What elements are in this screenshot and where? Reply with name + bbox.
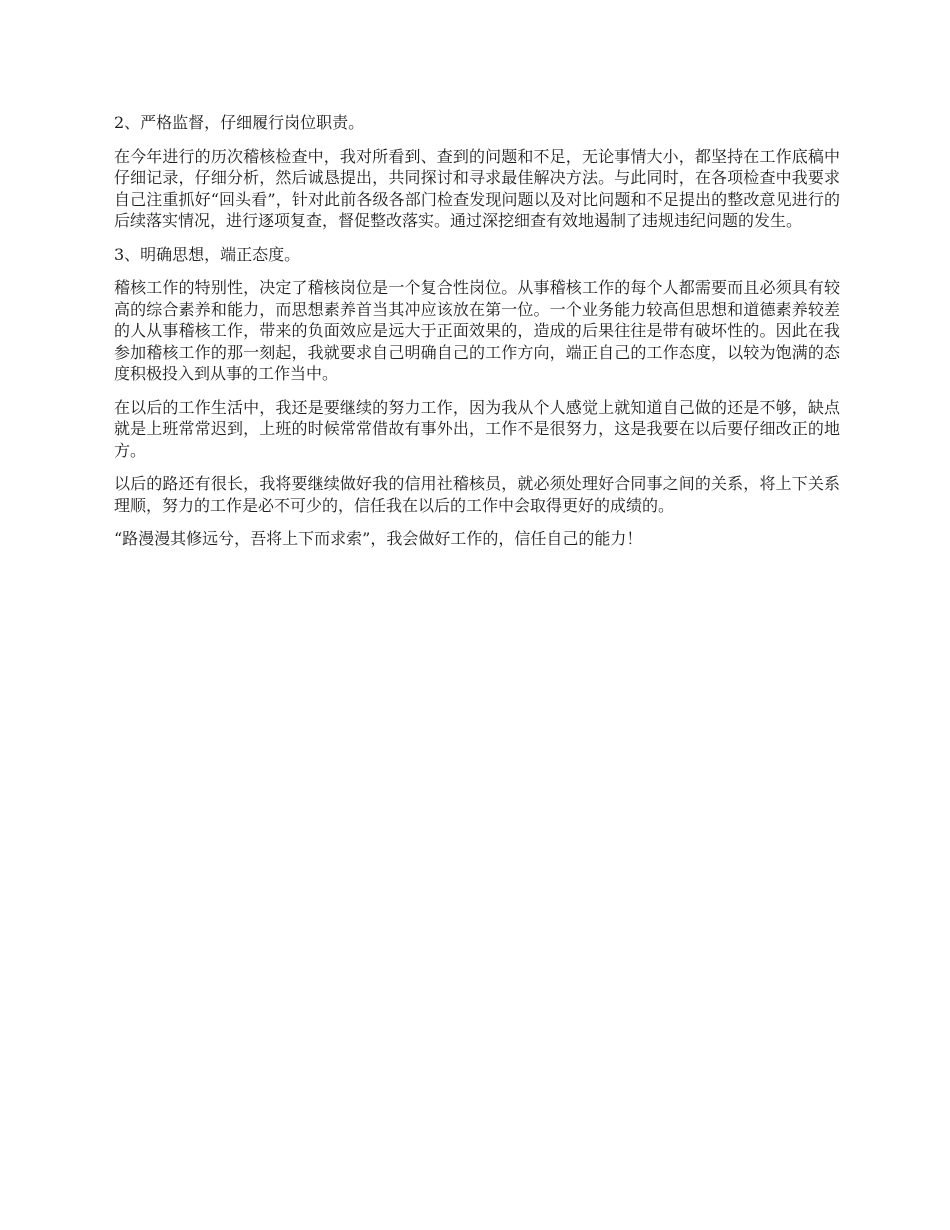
document-page [114, 112, 840, 562]
paragraph-future-work: 以后的路还有很长，我将要继续做好我的信用社稽核员，就必须处理好合同事之间的关系，将上下关系理顺，努力的工作是必不可少的，信任我在以后的工作中会取得更好的成绩的。 [114, 474, 840, 515]
paragraph-audit-inspection: 在今年进行的历次稽核检查中，我对所看到、查到的问题和不足，无论事情大小，都坚持在工作底稿中仔细记录，仔细分析，然后诚恳提出，共同探讨和寻求最佳解决方法。与此同时，在各项检查中我要求自己注重抓好“回头看”，针对此前各级各部门检查发现问题以及对比问题和不足提出的整改意见进行的后续落实情况，进行逐项复查，督促整改落实。通过深挖细查有效地遏制了违规违纪问题的发生。 [114, 146, 840, 230]
section-heading-3: 3、明确思想，端正态度。 [114, 244, 301, 264]
section-heading-2: 2、严格监督，仔细履行岗位职责。 [114, 113, 365, 132]
paragraph-closing-quote: “路漫漫其修远兮，吾将上下而求索”，我会做好工作的，信任自己的能力！ [114, 529, 643, 548]
paragraph-audit-position: 稽核工作的特别性，决定了稽核岗位是一个复合性岗位。从事稽核工作的每个人都需要而且必须具有较高的综合素养和能力，而思想素养首当其冲应该放在第一位。一个业务能力较高但思想和道德素养较差的人从事稽核工作，带来的负面效应是远大于正面效果的，造成的后果往往是带有破坏性的。因此在我参加稽核工作的那一刻起，我就要求自己明确自己的工作方向，端正自己的工作态度，以较为饱满的态度积极投入到从事的工作当中。 [114, 278, 840, 383]
paragraph-self-improvement: 在以后的工作生活中，我还是要继续的努力工作，因为我从个人感觉上就知道自己做的还是不够，缺点就是上班常常迟到，上班的时候常常借故有事外出，工作不是很努力，这是我要在以后要仔细改正的地方。 [114, 397, 840, 460]
